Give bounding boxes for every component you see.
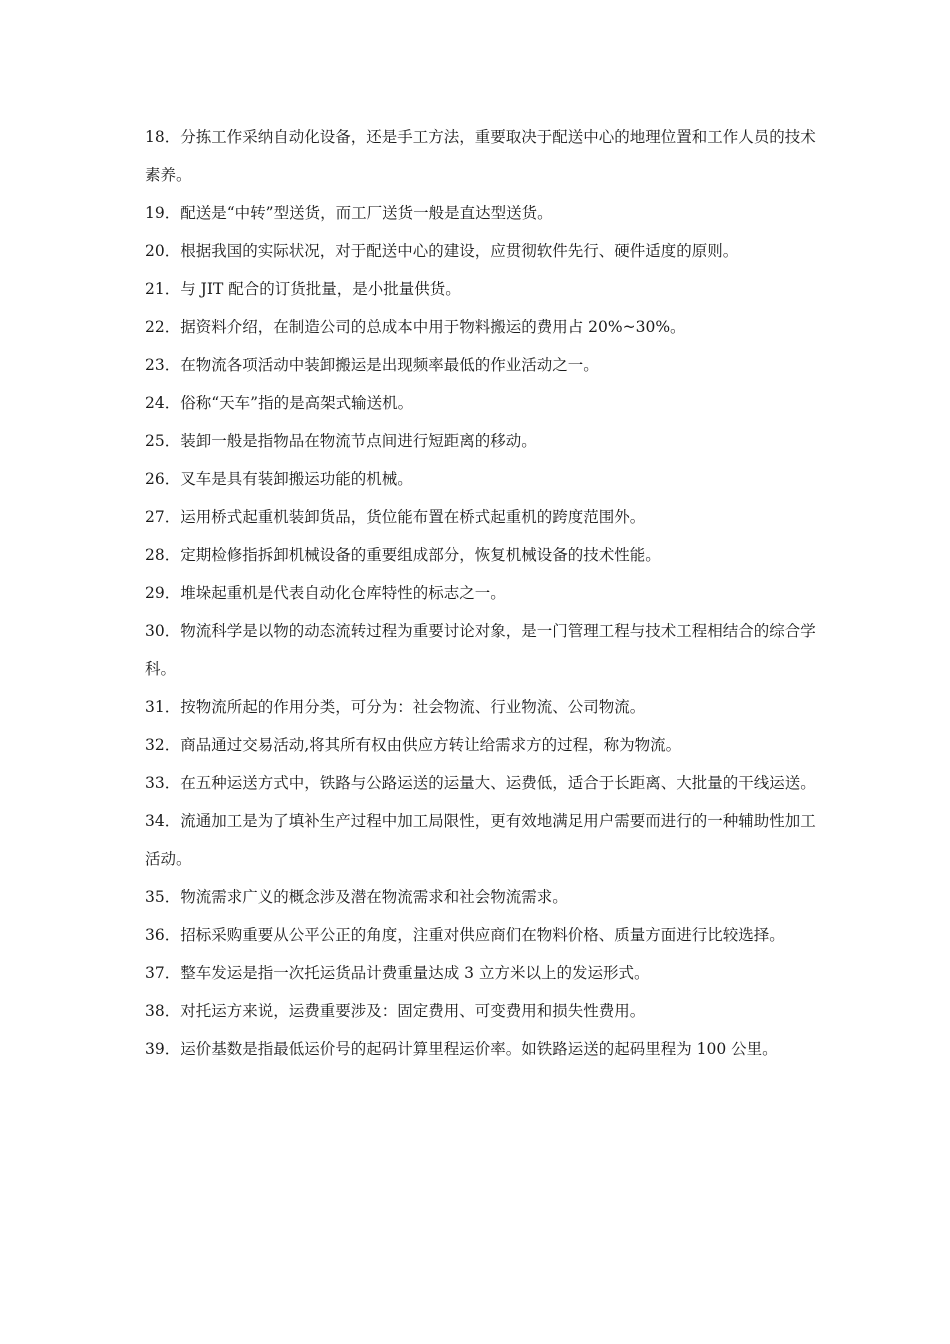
item-number: 37．: [145, 964, 181, 982]
item-text: 在物流各项活动中装卸搬运是出现频率最低的作业活动之一。: [180, 356, 599, 374]
item-text: 叉车是具有装卸搬运功能的机械。: [180, 470, 413, 488]
list-item: [145, 878, 825, 916]
item-number: 20．: [145, 242, 181, 260]
item-text: 与 JIT 配合的订货批量，是小批量供货。: [180, 280, 461, 298]
item-number: 35．: [145, 888, 181, 906]
item-text: 运价基数是指最低运价号的起码计算里程运价率。如铁路运送的起码里程为 100 公里。: [180, 1040, 778, 1058]
item-number: 21．: [145, 280, 181, 298]
list-item: [145, 1030, 825, 1068]
item-text: 俗称“天车”指的是高架式输送机。: [180, 394, 414, 412]
item-number: 25．: [145, 432, 181, 450]
item-number: 18．: [145, 128, 181, 146]
item-text: 堆垛起重机是代表自动化仓库特性的标志之一。: [180, 584, 506, 602]
list-item: [145, 270, 825, 308]
list-item: [145, 384, 825, 422]
list-item: [145, 194, 825, 232]
list-item: [145, 498, 825, 536]
list-item: [145, 574, 825, 612]
item-number: 22．: [145, 318, 181, 336]
list-item: [145, 764, 825, 802]
list-item: [145, 460, 825, 498]
item-text: 在五种运送方式中，铁路与公路运送的运量大、运费低，适合于长距离、大批量的干线运送。: [180, 774, 816, 792]
item-text: 运用桥式起重机装卸货品，货位能布置在桥式起重机的跨度范围外。: [180, 508, 646, 526]
item-text: 装卸一般是指物品在物流节点间进行短距离的移动。: [180, 432, 537, 450]
list-item: [145, 536, 825, 574]
item-number: 31．: [145, 698, 181, 716]
list-item: [145, 916, 825, 954]
item-number: 39．: [145, 1040, 181, 1058]
item-text: 定期检修指拆卸机械设备的重要组成部分，恢复机械设备的技术性能。: [180, 546, 661, 564]
list-item: [145, 422, 825, 460]
list-item: [145, 612, 825, 688]
item-text: 据资料介绍，在制造公司的总成本中用于物料搬运的费用占 20%~30%。: [180, 318, 686, 336]
item-text: 对托运方来说，运费重要涉及：固定费用、可变费用和损失性费用。: [180, 1002, 646, 1020]
item-number: 33．: [145, 774, 181, 792]
list-item: [145, 118, 825, 194]
item-text: 按物流所起的作用分类，可分为：社会物流、行业物流、公司物流。: [180, 698, 646, 716]
item-text: 物流科学是以物的动态流转过程为重要讨论对象，是一门管理工程与技术工程相结合的综合学科。: [145, 622, 816, 678]
list-item: [145, 802, 825, 878]
item-number: 26．: [145, 470, 181, 488]
item-number: 23．: [145, 356, 181, 374]
list-item: [145, 954, 825, 992]
item-number: 29．: [145, 584, 181, 602]
item-number: 28．: [145, 546, 181, 564]
item-number: 24．: [145, 394, 181, 412]
list-item: [145, 232, 825, 270]
list-item: [145, 688, 825, 726]
question-list: [145, 118, 825, 1068]
item-text: 整车发运是指一次托运货品计费重量达成 3 立方米以上的发运形式。: [180, 964, 650, 982]
item-number: 36．: [145, 926, 181, 944]
list-item: [145, 992, 825, 1030]
item-number: 38．: [145, 1002, 181, 1020]
item-text: 招标采购重要从公平公正的角度，注重对供应商们在物料价格、质量方面进行比较选择。: [180, 926, 785, 944]
item-text: 商品通过交易活动,将其所有权由供应方转让给需求方的过程，称为物流。: [180, 736, 682, 754]
list-item: [145, 346, 825, 384]
item-text: 分拣工作采纳自动化设备，还是手工方法，重要取决于配送中心的地理位置和工作人员的技术素养。: [145, 128, 816, 184]
item-text: 物流需求广义的概念涉及潜在物流需求和社会物流需求。: [180, 888, 568, 906]
item-text: 流通加工是为了填补生产过程中加工局限性，更有效地满足用户需要而进行的一种辅助性加工活动。: [145, 812, 816, 868]
item-text: 配送是“中转”型送货，而工厂送货一般是直达型送货。: [180, 204, 553, 222]
list-item: [145, 726, 825, 764]
list-item: [145, 308, 825, 346]
item-number: 34．: [145, 812, 181, 830]
item-number: 19．: [145, 204, 181, 222]
item-number: 27．: [145, 508, 181, 526]
item-number: 32．: [145, 736, 181, 754]
item-number: 30．: [145, 622, 181, 640]
item-text: 根据我国的实际状况，对于配送中心的建设，应贯彻软件先行、硬件适度的原则。: [180, 242, 739, 260]
